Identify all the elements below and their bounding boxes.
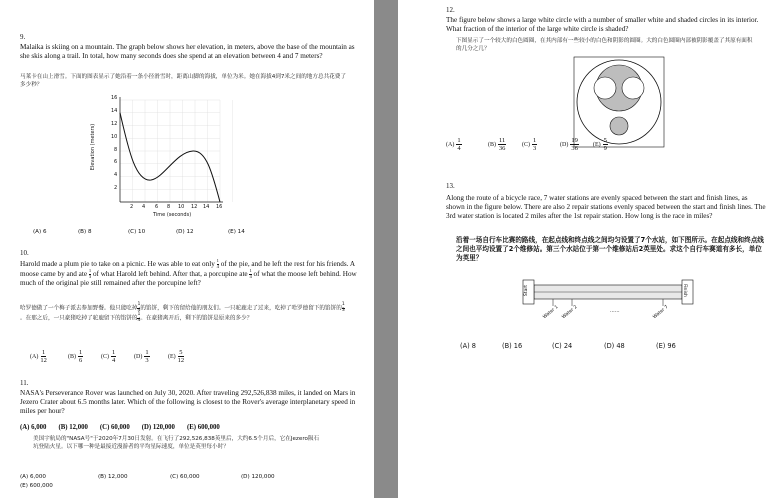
q9-ytick: 2 bbox=[114, 185, 118, 191]
q13-option-e[interactable]: (E) 96 bbox=[656, 342, 676, 350]
q13-text: Along the route of a bicycle race, 7 water stations are evenly spaced between the start and finish lines, as shown in the figure below. There are also 2 repair stations evenly spaced between the start and finish lines. The 3rd water station is located 2 miles after the 1st repair station. How long is the race in miles? bbox=[446, 194, 766, 221]
q9-xtick: 6 bbox=[155, 204, 159, 210]
q13-option-a[interactable]: (A) 8 bbox=[460, 342, 476, 350]
q12-zh: 下图显示了一个较大的白色圆圈，在其内部有一些较小的白色和阴影的圆圈。大的白色圆圈内部被阴影覆盖了其原有面积的几分之几？ bbox=[456, 38, 753, 52]
q9-xtick: 16 bbox=[216, 204, 223, 210]
q11-text: NASA's Perseverance Rover was launched on July 30, 2020. After traveling 292,526,838 miles, it landed on Mars in Jezero Crater about 6.5 months later. Which of the following is closest to the Rover's average interplanetary speed in miles per hour? bbox=[20, 389, 356, 416]
q11-option-e[interactable]: (E) 600,000 bbox=[186, 424, 220, 431]
left-page bbox=[0, 0, 374, 498]
q9-ytick: 14 bbox=[111, 108, 118, 114]
q11-option-a[interactable]: (A) 6,000 bbox=[20, 424, 47, 431]
q11-small-option-b: (B) 12,000 bbox=[98, 474, 128, 480]
q9-zh: 马莱卡在山上滑雪。下面的图表显示了她沿着一条小径滑雪时，距离山脚的海拔，单位为米。她在海拔4到7米之间的地方总共花费了多少秒？ bbox=[20, 74, 346, 88]
q9-option-c[interactable]: (C) 10 bbox=[128, 229, 146, 235]
q9-xtick: 14 bbox=[203, 204, 210, 210]
q12-number: 12. bbox=[446, 6, 455, 14]
q9-elevation-chart bbox=[90, 92, 248, 222]
q9-xlabel: Time (seconds) bbox=[153, 212, 192, 218]
q12-option-a[interactable]: (A) $\frac{1}{4}$ bbox=[446, 137, 461, 152]
q9-ytick: 10 bbox=[111, 134, 118, 140]
q13-dots: ...... bbox=[610, 308, 620, 314]
right-page bbox=[398, 0, 772, 498]
q13-race-figure bbox=[518, 278, 698, 334]
q13-option-c[interactable]: (C) 24 bbox=[552, 342, 573, 350]
q9-xtick: 4 bbox=[142, 204, 146, 210]
q11-option-d[interactable]: (D) 120,000 bbox=[141, 424, 175, 431]
q9-number: 9. bbox=[20, 33, 26, 41]
q11-small-option-c: (C) 60,000 bbox=[170, 474, 200, 480]
q13-number: 13. bbox=[446, 182, 455, 190]
q9-option-a[interactable]: (A) 6 bbox=[33, 229, 47, 235]
q9-option-d[interactable]: (D) 12 bbox=[176, 229, 194, 235]
q9-text: Malaika is skiing on a mountain. The graph below shows her elevation, in meters, above the base of the mountain as she skis along a trail. In total, how many seconds does she spend at an elevation between 4 and 7 meters? bbox=[20, 43, 355, 61]
q9-ytick: 16 bbox=[111, 95, 118, 101]
q10-option-e[interactable]: (E) $\frac{5}{12}$ bbox=[168, 349, 185, 364]
q13-option-d[interactable]: (D) 48 bbox=[604, 342, 625, 350]
q13-water7-label: Water 7 bbox=[652, 304, 670, 321]
q11-options bbox=[20, 424, 220, 431]
q11-small-option-a: (A) 6,000 bbox=[20, 474, 46, 480]
q12-option-d[interactable]: (D) $\frac{19}{36}$ bbox=[560, 137, 578, 152]
q11-small-option-e: (E) 600,000 bbox=[20, 483, 53, 489]
q10-text: Harold made a plum pie to take on a picnic. He was able to eat only $\frac{1}{4}$ of the pie, and he left the rest for his friends. A moose came by and ate $\frac{1}{3}$ of what Harold left behind. After that, a porcupine ate $\frac{1}{4}$ of what the moose left behind. How much of the original pie still remained after the porcupine left? bbox=[20, 258, 357, 288]
q9-ytick: 6 bbox=[114, 159, 118, 165]
q10-option-a[interactable]: (A) $\frac{1}{12}$ bbox=[30, 349, 47, 364]
q10-option-b[interactable]: (B) $\frac{1}{6}$ bbox=[68, 349, 83, 364]
q9-ytick: 8 bbox=[114, 147, 118, 153]
q10-option-d[interactable]: (D) $\frac{1}{3}$ bbox=[134, 349, 149, 364]
q12-option-c[interactable]: (C) $\frac{1}{3}$ bbox=[522, 137, 537, 152]
q9-ylabel: Elevation (meters) bbox=[90, 123, 97, 171]
q9-xtick: 8 bbox=[167, 204, 171, 210]
q9-xtick: 2 bbox=[130, 204, 134, 210]
q11-number: 11. bbox=[20, 379, 29, 387]
q12-circles-figure bbox=[573, 56, 665, 148]
q9-xtick: 12 bbox=[191, 204, 198, 210]
q13-finish-label: Finish bbox=[682, 283, 688, 298]
q11-zh: 美国宇航局的"NASA号"于2020年7月30日发射。在飞行了292,526,838英里后，大约6.5个月后，它在Jezero陨石坑登陆火星。以下哪一种是最接近漫游者的平均星际速度，单位是英里每小时？ bbox=[33, 436, 320, 450]
q9-ytick: 4 bbox=[114, 172, 118, 178]
q13-start-label: Start bbox=[524, 284, 530, 297]
q12-option-b[interactable]: (B) $\frac{11}{36}$ bbox=[488, 137, 506, 152]
q10-number: 10. bbox=[20, 249, 29, 257]
q13-option-b[interactable]: (B) 16 bbox=[502, 342, 523, 350]
q12-text: The figure below shows a large white circle with a number of smaller white and shaded circles in its interior. What fraction of the interior of the large white circle is shaded? bbox=[446, 16, 759, 34]
q13-water2-label: Water 2 bbox=[561, 304, 579, 321]
q13-water1-label: Water 1 bbox=[542, 304, 560, 321]
q11-option-c[interactable]: (C) 60,000 bbox=[99, 424, 130, 431]
q10-zh: 哈罗德做了一个梅子派去参加野餐。他只能吃掉 $\frac{1}{4}$ 的馅饼，剩下的留给他的朋友们。一只驼鹿走了过来，吃掉了哈罗德留下的馅饼的 $\frac{1}{3}$ 。在那之后，一只豪猪吃掉了驼鹿留下的馅饼的 $\frac{1}{4}$ 。在豪猪离开后，剩下的馅饼是原来的多少？ bbox=[20, 302, 345, 323]
q11-small-option-d: (D) 120,000 bbox=[241, 474, 275, 480]
q9-ytick: 12 bbox=[111, 121, 118, 127]
q13-zh: 沿着一场自行车比赛的路线，在起点线和终点线之间均匀设置了7个水站，如下图所示。在起点线和终点线之间也平均设置了2个维修站。第三个水站位于第一个维修站后2英里处。求这个自行车赛道有多长，单位为英里？ bbox=[456, 236, 764, 262]
q11-option-b[interactable]: (B) 12,000 bbox=[58, 424, 88, 431]
q10-option-c[interactable]: (C) $\frac{1}{4}$ bbox=[101, 349, 116, 364]
q9-xtick: 10 bbox=[178, 204, 185, 210]
q12-option-e[interactable]: (E) $\frac{5}{9}$ bbox=[593, 137, 607, 152]
q9-option-b[interactable]: (B) 8 bbox=[78, 229, 92, 235]
q9-option-e[interactable]: (E) 14 bbox=[228, 229, 245, 235]
